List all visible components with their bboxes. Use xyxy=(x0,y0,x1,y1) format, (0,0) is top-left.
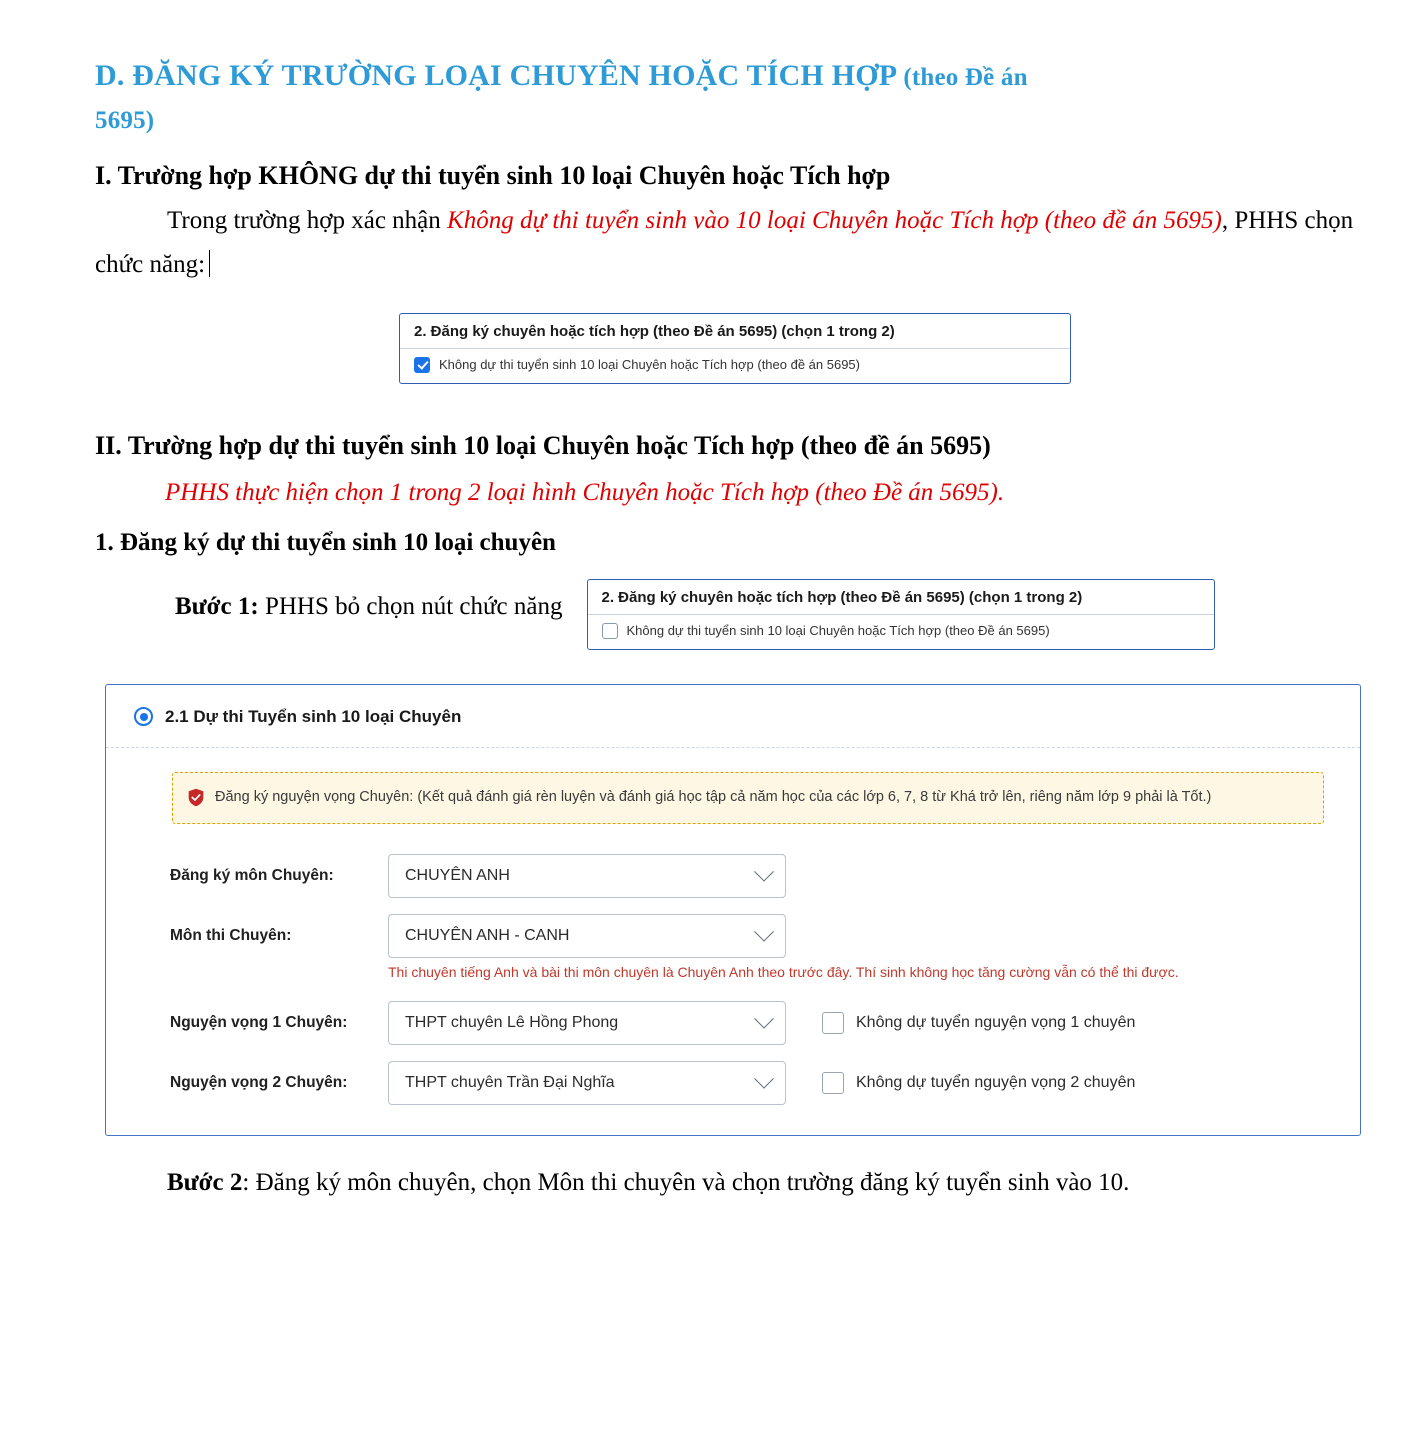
select-value: THPT chuyên Trần Đại Nghĩa xyxy=(405,1074,615,1092)
field-row-mon-chuyen xyxy=(170,854,1326,898)
paragraph-1-part-a: Trong trường hợp xác nhận xyxy=(167,207,448,235)
panel-body xyxy=(106,748,1360,1135)
page-title-main: D. ĐĂNG KÝ TRƯỜNG LOẠI CHUYÊN HOẶC TÍCH HỢP xyxy=(95,59,904,92)
step-2-label: Bước 2 xyxy=(167,1169,243,1197)
field-label: Đăng ký môn Chuyên: xyxy=(170,866,334,884)
page-title-line2: 5695) xyxy=(95,106,155,134)
shot1-checkbox-label: Không dự thi tuyển sinh 10 loại Chuyên hoặc Tích hợp (theo đề án 5695) xyxy=(439,357,860,373)
field-row-mon-thi-chuyen xyxy=(170,914,1326,958)
step-1-label: Bước 1: xyxy=(175,592,259,620)
shot1-header: 2. Đăng ký chuyên hoặc tích hợp (theo Đề án 5695) (chọn 1 trong 2) xyxy=(400,314,1070,349)
notice-text: Đăng ký nguyện vọng Chuyên: (Kết quả đánh giá rèn luyện và đánh giá học tập cả năm học của các lớp 6, 7, 8 từ Khá trở lên, riêng năm lớp 9 phải là Tốt.) xyxy=(215,788,1212,805)
radio-selected-icon[interactable] xyxy=(134,707,153,726)
paragraph-1 xyxy=(95,199,1360,287)
select-value: CHUYÊN ANH xyxy=(405,866,510,884)
shot1-checkbox-row[interactable] xyxy=(400,349,1070,383)
chevron-down-icon xyxy=(754,1069,774,1089)
shot2-checkbox-label: Không dự thi tuyển sinh 10 loại Chuyên hoặc Tích hợp (theo Đề án 5695) xyxy=(626,623,1050,639)
notice-box xyxy=(172,772,1324,824)
chevron-down-icon xyxy=(754,1009,774,1029)
field-row-nguyen-vong-2 xyxy=(170,1061,1326,1105)
select-nguyen-vong-1[interactable] xyxy=(388,1001,786,1045)
select-mon-thi-chuyen[interactable] xyxy=(388,914,786,958)
chevron-down-icon xyxy=(754,921,774,941)
shield-check-icon xyxy=(187,788,205,807)
paragraph-1-emphasis: Không dự thi tuyển sinh vào 10 loại Chuyên hoặc Tích hợp (theo đề án 5695) xyxy=(447,207,1222,235)
step-1-row xyxy=(95,579,1360,650)
section-heading-1: I. Trường hợp KHÔNG dự thi tuyển sinh 10 loại Chuyên hoặc Tích hợp xyxy=(95,161,891,191)
optout-nguyen-vong-1[interactable] xyxy=(822,1012,1135,1034)
page-title xyxy=(95,55,1360,140)
checkbox-icon[interactable] xyxy=(822,1012,844,1034)
page-title-paren: (theo Đề án xyxy=(903,64,1028,91)
field-hint-text: Thi chuyên tiếng Anh và bài thi môn chuyên là Chuyên Anh theo trước đây. Thí sinh không học tăng cường vẫn có thể thi được. xyxy=(388,963,1179,980)
optout-label: Không dự tuyển nguyện vọng 2 chuyên xyxy=(856,1074,1136,1092)
screenshot-checkbox-checked xyxy=(399,313,1071,384)
field-label: Nguyện vọng 2 Chuyên: xyxy=(170,1074,348,1092)
checkbox-icon[interactable] xyxy=(822,1072,844,1094)
step-1-description: PHHS bỏ chọn nút chức năng xyxy=(258,592,563,620)
checkbox-icon[interactable] xyxy=(602,623,618,639)
field-row-nguyen-vong-1 xyxy=(170,1001,1326,1045)
screenshot-checkbox-unchecked xyxy=(587,579,1215,650)
step-1-text xyxy=(95,579,563,621)
select-value: CHUYÊN ANH - CANH xyxy=(405,926,570,944)
optout-nguyen-vong-2[interactable] xyxy=(822,1072,1135,1094)
section-2-subheading-1: 1. Đăng ký dự thi tuyển sinh 10 loại chuyên xyxy=(95,528,556,556)
closing-line xyxy=(95,1162,1360,1205)
paragraph-1-part-b: , PHHS chọn chức năng: xyxy=(95,207,1354,279)
closing-paragraph xyxy=(95,1162,1360,1205)
field-label: Môn thi Chuyên: xyxy=(170,926,292,944)
panel-header[interactable] xyxy=(106,685,1360,748)
shot2-header: 2. Đăng ký chuyên hoặc tích hợp (theo Đề án 5695) (chọn 1 trong 2) xyxy=(588,580,1214,615)
checkbox-icon[interactable] xyxy=(414,357,430,373)
field-label: Nguyện vọng 1 Chuyên: xyxy=(170,1014,348,1032)
section-heading-2: II. Trường hợp dự thi tuyển sinh 10 loại Chuyên hoặc Tích hợp (theo đề án 5695) xyxy=(95,430,991,460)
select-nguyen-vong-2[interactable] xyxy=(388,1061,786,1105)
screenshot-chuyen-form xyxy=(105,684,1361,1136)
select-value: THPT chuyên Lê Hồng Phong xyxy=(405,1014,619,1032)
text-caret xyxy=(209,250,210,277)
step-2-description: : Đăng ký môn chuyên, chọn Môn thi chuyên và chọn trường đăng ký tuyển sinh vào 10. xyxy=(242,1169,1130,1197)
panel-header-label: 2.1 Dự thi Tuyển sinh 10 loại Chuyên xyxy=(165,706,462,726)
chevron-down-icon xyxy=(754,861,774,881)
section-2-note: PHHS thực hiện chọn 1 trong 2 loại hình Chuyên hoặc Tích hợp (theo Đề án 5695). xyxy=(165,478,1005,506)
optout-label: Không dự tuyển nguyện vọng 1 chuyên xyxy=(856,1014,1136,1032)
select-dang-ky-mon-chuyen[interactable] xyxy=(388,854,786,898)
shot2-checkbox-row[interactable] xyxy=(588,615,1214,649)
